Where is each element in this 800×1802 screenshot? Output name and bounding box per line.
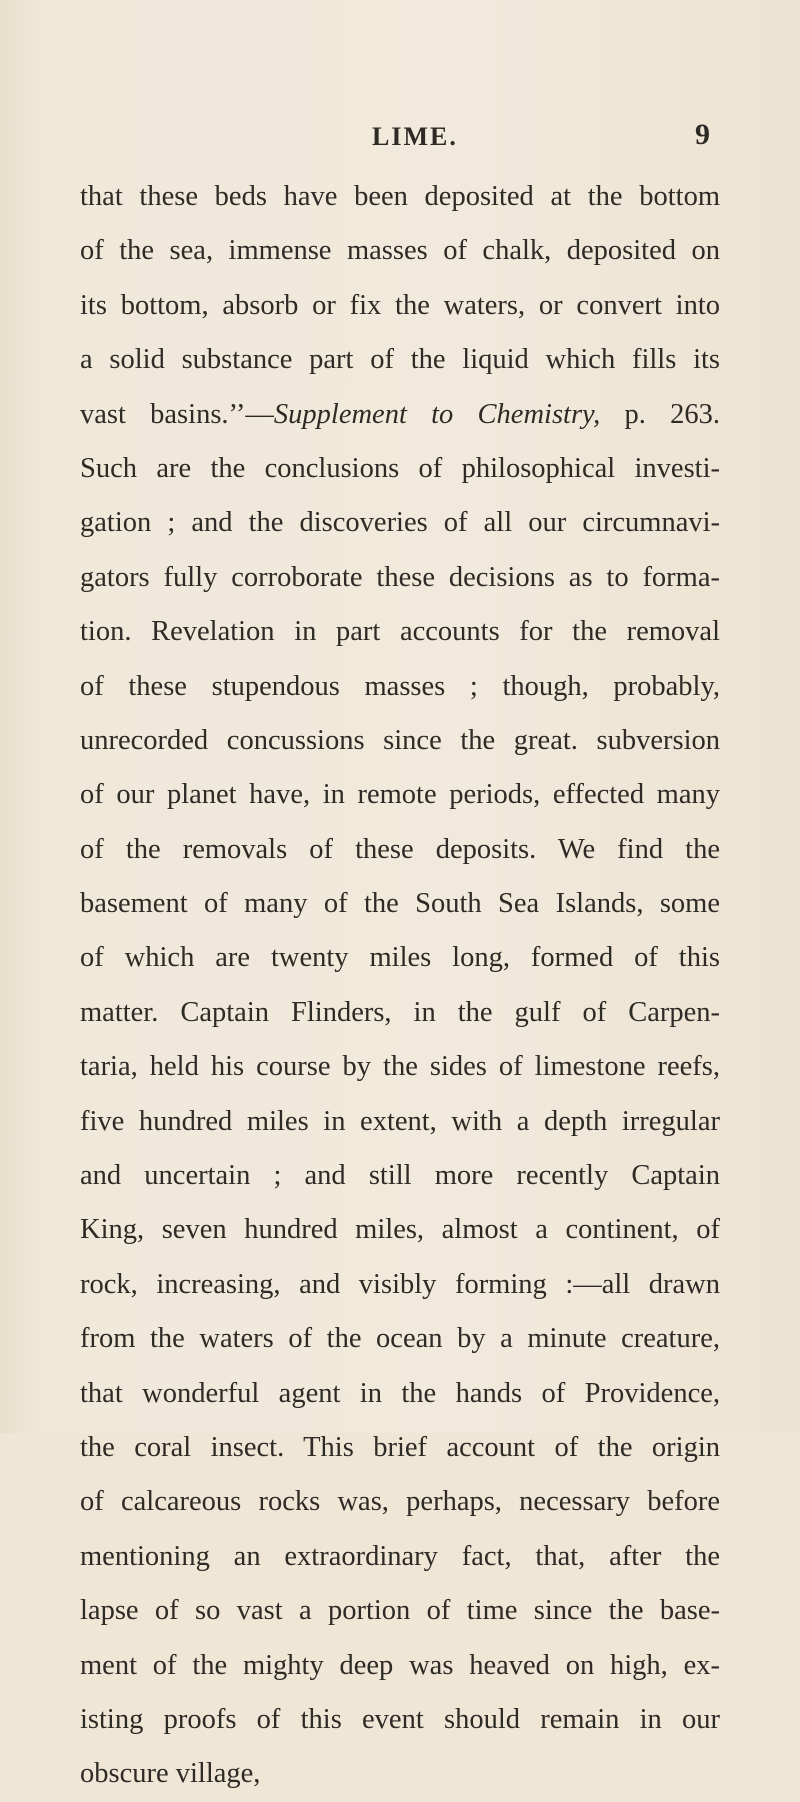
text-line: isting proofs of this event should remain in our xyxy=(80,1703,720,1735)
running-head xyxy=(0,118,800,162)
text-line: matter. Captain Flinders, in the gulf of Carpen- xyxy=(80,996,720,1028)
text-line: of the removals of these deposits. We find the xyxy=(80,833,720,865)
text-line: of the sea, immense masses of chalk, deposited on xyxy=(80,235,720,267)
text-line: the coral insect. This brief account of the origin xyxy=(80,1431,720,1463)
text-line: King, seven hundred miles, almost a continent, of xyxy=(80,1214,720,1246)
text-line: lapse of so vast a portion of time since the base- xyxy=(80,1595,720,1627)
text-line: of which are twenty miles long, formed of this xyxy=(80,942,720,974)
text-line: five hundred miles in extent, with a depth irregular xyxy=(80,1105,720,1137)
citation-lead: vast basins.’’— xyxy=(80,398,274,430)
text-line: of calcareous rocks was, perhaps, necessary before xyxy=(80,1486,720,1518)
text-line: that these beds have been deposited at the bottom xyxy=(80,181,720,212)
running-title: LIME. xyxy=(372,122,458,151)
text-line: Such are the conclusions of philosophical investi- xyxy=(80,452,720,484)
text-line: its bottom, absorb or fix the waters, or convert into xyxy=(80,289,720,321)
text-line: and uncertain ; and still more recently Captain xyxy=(80,1160,720,1192)
citation-title: Supplement to Chemistry, xyxy=(273,398,601,430)
text-line: gators fully corroborate these decisions as to forma- xyxy=(80,561,720,593)
text-line-final: obscure village, xyxy=(80,1758,261,1790)
text-line: of these stupendous masses ; though, probably, xyxy=(80,670,720,702)
text-line: from the waters of the ocean by a minute creature, xyxy=(80,1323,720,1355)
text-line: of our planet have, in remote periods, effected many xyxy=(80,779,720,811)
text-line: basement of many of the South Sea Islands, some xyxy=(80,888,720,920)
text-line: unrecorded concussions since the great. subversion xyxy=(80,724,720,756)
page-number: 9 xyxy=(695,118,710,151)
body-text xyxy=(80,170,720,1802)
text-line: taria, held his course by the sides of limestone reefs, xyxy=(80,1051,720,1083)
text-line: a solid substance part of the liquid which fills its xyxy=(80,344,720,376)
text-line-citation xyxy=(80,388,720,442)
text-line: tion. Revelation in part accounts for the removal xyxy=(80,616,720,648)
text-line: gation ; and the discoveries of all our circumnavi- xyxy=(80,507,720,539)
text-line: that wonderful agent in the hands of Providence, xyxy=(80,1377,720,1409)
text-line: rock, increasing, and visibly forming :—all drawn xyxy=(80,1268,720,1300)
text-line: mentioning an extraordinary fact, that, after the xyxy=(80,1540,720,1572)
text-line: ment of the mighty deep was heaved on high, ex- xyxy=(80,1649,720,1681)
citation-page: p. 263. xyxy=(600,398,720,430)
